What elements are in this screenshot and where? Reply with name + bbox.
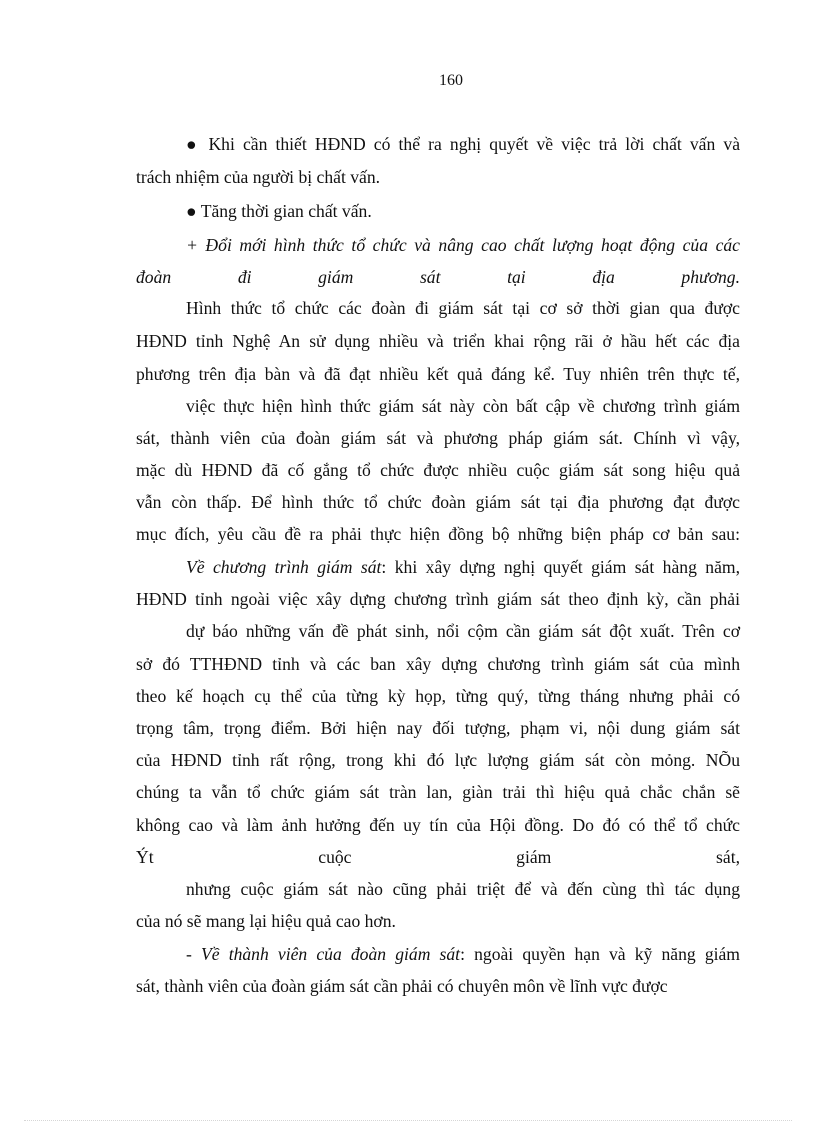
paragraph-line xyxy=(186,556,740,578)
page-bottom-rule xyxy=(24,1120,792,1121)
paragraph-line: HĐND tỉnh ngoài việc xây dựng chương trình giám sát theo định kỳ, cần phải xyxy=(136,589,740,609)
paragraph-line: Ýt cuộc giám sát, xyxy=(136,847,740,867)
paragraph-line: mặc dù HĐND đã cố gắng tổ chức được nhiều cuộc giám sát song hiệu quả xyxy=(136,460,740,480)
paragraph-line: + Đổi mới hình thức tổ chức và nâng cao chất lượng hoạt động của các xyxy=(186,235,740,255)
paragraph-line: mục đích, yêu cầu đề ra phải thực hiện đồng bộ những biện pháp cơ bản sau: xyxy=(136,524,740,544)
line-text: : ngoài quyền hạn và kỹ năng giám xyxy=(460,944,740,964)
inline-heading: - Về thành viên của đoàn giám sát xyxy=(186,944,461,964)
line-text: : khi xây dựng nghị quyết giám sát hàng năm, xyxy=(381,557,740,577)
paragraph-line: ● Khi cần thiết HĐND có thể ra nghị quyết về việc trả lời chất vấn và xyxy=(186,134,740,154)
paragraph-line: ● Tăng thời gian chất vấn. xyxy=(186,201,372,221)
paragraph-line: HĐND tỉnh Nghệ An sử dụng nhiều và triển khai rộng rãi ở hầu hết các địa xyxy=(136,331,740,351)
paragraph-line: Hình thức tổ chức các đoàn đi giám sát tại cơ sở thời gian qua được xyxy=(186,298,740,318)
paragraph-line: vẫn còn thấp. Để hình thức tổ chức đoàn giám sát tại địa phương đạt được xyxy=(136,492,740,512)
paragraph-line: việc thực hiện hình thức giám sát này còn bất cập về chương trình giám xyxy=(186,396,740,416)
page-number: 160 xyxy=(439,72,463,89)
paragraph-line: sát, thành viên của đoàn giám sát cần phải có chuyên môn về lĩnh vực được xyxy=(136,976,668,996)
paragraph-line: nhưng cuộc giám sát nào cũng phải triệt để và đến cùng thì tác dụng xyxy=(186,879,740,899)
paragraph-line: chúng ta vẫn tổ chức giám sát tràn lan, giàn trải thì hiệu quả chắc chắn sẽ xyxy=(136,782,740,802)
paragraph-line: của nó sẽ mang lại hiệu quả cao hơn. xyxy=(136,911,396,931)
paragraph-line: dự báo những vấn đề phát sinh, nổi cộm cần giám sát đột xuất. Trên cơ xyxy=(186,621,740,641)
paragraph-line: trọng tâm, trọng điểm. Bởi hiện nay đối tượng, phạm vi, nội dung giám sát xyxy=(136,718,740,738)
paragraph-line: phương trên địa bàn và đã đạt nhiều kết quả đáng kể. Tuy nhiên trên thực tế, xyxy=(136,364,740,384)
paragraph-line: theo kế hoạch cụ thể của từng kỳ họp, từng quý, từng tháng nhưng phải có xyxy=(136,686,740,706)
paragraph-line: không cao và làm ảnh hưởng đến uy tín của Hội đồng. Do đó có thể tổ chức xyxy=(136,815,740,835)
paragraph-line: sát, thành viên của đoàn giám sát và phương pháp giám sát. Chính vì vậy, xyxy=(136,428,740,448)
paragraph-line: trách nhiệm của người bị chất vấn. xyxy=(136,167,381,187)
paragraph-line: đoàn đi giám sát tại địa phương. xyxy=(136,267,740,287)
inline-heading: Về chương trình giám sát xyxy=(186,557,382,577)
paragraph-line xyxy=(186,943,740,965)
paragraph-line: của HĐND tỉnh rất rộng, trong khi đó lực lượng giám sát còn mỏng. NÕu xyxy=(136,750,740,770)
paragraph-line: sở đó TTHĐND tỉnh và các ban xây dựng chương trình giám sát của mình xyxy=(136,654,740,674)
